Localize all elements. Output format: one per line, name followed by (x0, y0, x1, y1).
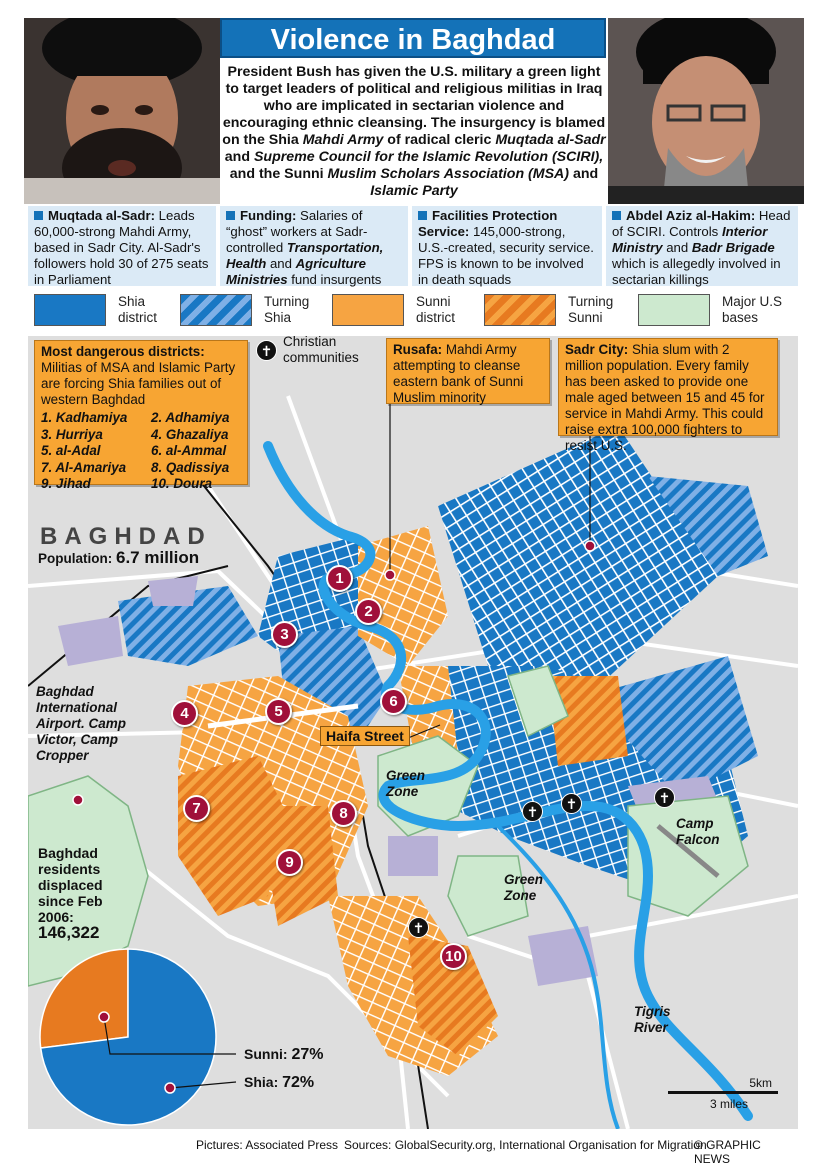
info-em: Interior Ministry (612, 224, 768, 255)
intro-emphasis: Muqtada al-Sadr (495, 132, 606, 148)
displaced-count: 146,322 (38, 923, 100, 942)
legend-label: Shia district (118, 294, 158, 325)
info-body: 145,000-strong, U.S.-created, security service. FPS is known to be involved in death squads (418, 224, 594, 287)
pie-label-sunni (244, 1046, 323, 1064)
info-mid: and (266, 256, 296, 271)
district-marker-1: 1 (326, 565, 353, 592)
info-em: Badr Brigade (691, 240, 775, 255)
district-item: 1. Kadhamiya (41, 410, 128, 425)
pie-shia-label: Shia: (244, 1074, 283, 1090)
displacement-pie-chart (30, 945, 230, 1135)
displaced-stat (38, 845, 128, 941)
page-title: Violence in Baghdad (220, 18, 606, 58)
district-item: 4. Ghazaliya (151, 426, 229, 442)
info-head: Facilities Protection Service: (418, 208, 558, 239)
pie-shia-value: 72% (282, 1074, 315, 1091)
scale-km: 5km (749, 1076, 772, 1090)
callout-head: Rusafa: (393, 342, 443, 357)
district-marker-4: 4 (171, 700, 198, 727)
info-head: Funding: (240, 208, 297, 223)
legend-label: Turning Shia (264, 294, 310, 325)
intro-run: and (224, 149, 254, 165)
info-body: Salaries of “ghost” workers at Sadr-controlled (226, 208, 368, 255)
district-item: 9. Jihad (41, 476, 91, 491)
population-value: 6.7 million (116, 548, 200, 567)
district-item: 2. Adhamiya (151, 410, 230, 425)
district-item: 7. Al-Amariya (41, 459, 127, 475)
intro-run: President Bush has given the U.S. military a green light to target leaders of political and religious militias in Iraq who are implicated in sectarian violence and encouraging ethnic cleansing. The insurgency is blamed on the Shia (222, 64, 606, 148)
footer (28, 1132, 798, 1162)
footer-pictures: Pictures: Associated Press (196, 1138, 339, 1152)
intro-emphasis: Islamic Party (370, 183, 458, 199)
district-marker-7: 7 (183, 795, 210, 822)
info-mid: and (662, 240, 692, 255)
district-marker-5: 5 (265, 698, 292, 725)
district-marker-8: 8 (330, 800, 357, 827)
population (38, 548, 199, 568)
info-body: Leads 60,000-strong Mahdi Army, based in Sadr City. Al-Sadr's followers hold 30 of 275 seats in Parliament (34, 208, 209, 287)
christian-cross-icon: ✝ (522, 801, 543, 822)
intro-run: of radical cleric (383, 132, 496, 148)
legend-label: Turning Sunni (568, 294, 614, 325)
info-head: Abdel Aziz al-Hakim: (626, 208, 756, 223)
district-marker-9: 9 (276, 849, 303, 876)
callout-body: Mahdi Army attempting to cleanse eastern bank of Sunni Muslim minority (393, 342, 524, 405)
christian-label: Christian communities (283, 334, 359, 365)
pie-svg (30, 945, 230, 1135)
district-item: 10. Doura (151, 476, 213, 491)
intro-run: and the Sunni (229, 166, 328, 182)
tigris-label: Tigris River (634, 1004, 671, 1035)
scale-miles: 3 miles (709, 1097, 748, 1111)
intro-emphasis: Mahdi Army (302, 132, 384, 148)
district-item: 6. al-Ammal (151, 443, 227, 458)
district-item: 5. al-Adal (41, 443, 101, 458)
footer-credit: © GRAPHIC NEWS (694, 1138, 761, 1163)
intro-emphasis: Muslim Scholars Association (MSA) (327, 166, 570, 182)
population-label: Population: (38, 551, 116, 566)
legend-label: Sunni district (416, 294, 456, 325)
scale-bar (668, 1076, 778, 1112)
displaced-label: Baghdad residents displaced since Feb 2006: (38, 845, 103, 925)
callout-head: Most dangerous districts: (41, 344, 205, 359)
district-marker-10: 10 (440, 943, 467, 970)
info-head: Muqtada al-Sadr: (48, 208, 155, 223)
district-item: 3. Hurriya (41, 426, 103, 442)
callout-head: Sadr City: (565, 342, 629, 357)
district-marker-3: 3 (271, 621, 298, 648)
camp-falcon-label: Camp Falcon (676, 816, 720, 847)
pie-sunni-value: 27% (291, 1046, 324, 1063)
legend-label: Major U.S bases (722, 294, 783, 325)
info-body: Head of SCIRI. Controls (612, 208, 791, 239)
callout-body: Militias of MSA and Islamic Party are forcing Shia families out of western Baghdad (41, 360, 236, 407)
airport-label: Baghdad International Airport. Camp Victor, Camp Cropper (36, 684, 127, 763)
green-zone-label: Green Zone (386, 768, 426, 799)
pie-label-shia (244, 1074, 314, 1092)
christian-cross-icon: ✝ (256, 340, 277, 361)
info-em: Agriculture Ministries (226, 256, 366, 287)
christian-cross-icon: ✝ (561, 793, 582, 814)
intro-run: and (569, 166, 599, 182)
info-em: Transportation, Health (226, 240, 384, 271)
district-item: 8. Qadissiya (151, 459, 230, 475)
christian-cross-icon: ✝ (408, 917, 429, 938)
intro-emphasis: Supreme Council for the Islamic Revolution (SCIRI), (253, 149, 604, 165)
haifa-street-label: Haifa Street (320, 726, 410, 746)
info-tail: which is allegedly involved in sectarian killings (612, 256, 781, 287)
city-title: BAGHDAD (40, 523, 212, 550)
info-tail: fund insurgents (287, 272, 382, 287)
pie-sunni-label: Sunni: (244, 1046, 292, 1062)
callout-body: Shia slum with 2 million population. Every family has been asked to provide one male aged between 15 and 45 for service in Mahdi Army. This could raise extra 100,000 fighters to resist U.S. (565, 342, 765, 453)
district-marker-6: 6 (380, 688, 407, 715)
christian-cross-icon: ✝ (654, 787, 675, 808)
green-zone-label: Green Zone (504, 872, 544, 903)
pie-slice-sunni (40, 949, 128, 1048)
footer-sources: Sources: GlobalSecurity.org, International Organisation for Migration (344, 1138, 707, 1152)
scale-line (668, 1091, 778, 1094)
district-marker-2: 2 (355, 598, 382, 625)
